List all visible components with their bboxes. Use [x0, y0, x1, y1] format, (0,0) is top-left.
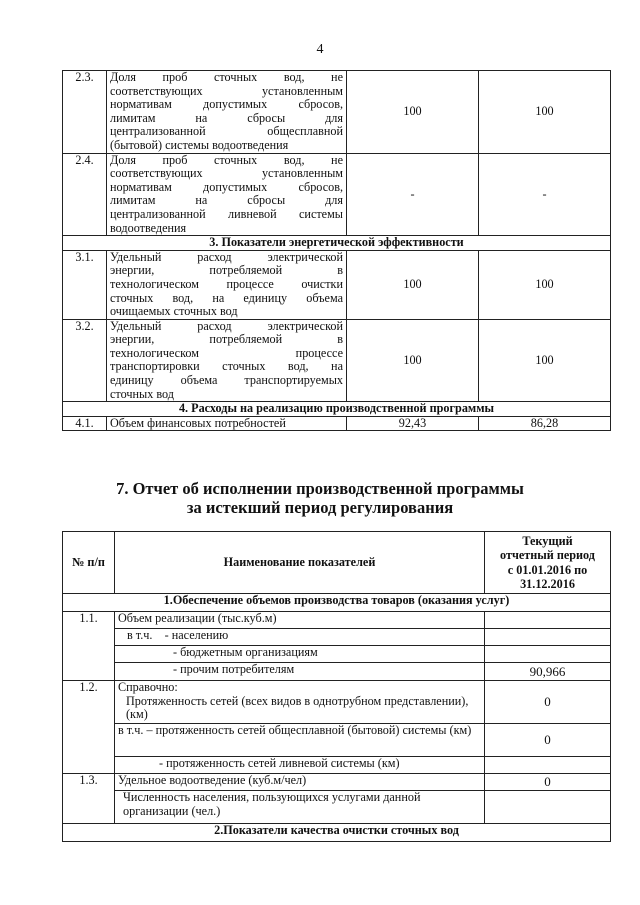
- report-heading-line2: за истекший период регулирования: [186, 498, 454, 517]
- table-row: [63, 774, 611, 791]
- section-title: 4. Расходы на реализацию производственной программы: [63, 402, 611, 417]
- row-value: 90,966: [485, 663, 611, 681]
- row-number: 1.2.: [63, 681, 115, 774]
- header-name: Наименование показателей: [115, 532, 485, 594]
- description-line: энергии, потребляемой в: [110, 263, 343, 278]
- header-num: № п/п: [63, 532, 115, 594]
- value-planned: -: [347, 153, 479, 236]
- description-line: Удельный расход электрической: [110, 249, 343, 264]
- row-number: 3.2.: [63, 319, 107, 402]
- table-row: [63, 757, 611, 774]
- description-line: соответствующих установленным: [110, 166, 343, 181]
- row-label: Численность населения, пользующихся услугами данной организации (чел.): [115, 791, 485, 824]
- value-actual: 86,28: [479, 416, 611, 431]
- description-line: соответствующих установленным: [110, 83, 343, 98]
- table-row: [63, 612, 611, 629]
- table-row: [63, 681, 611, 724]
- row-number: 2.3.: [63, 71, 107, 154]
- row-value: [485, 757, 611, 774]
- section-title: 1.Обеспечение объемов производства товаров (оказания услуг): [63, 594, 611, 612]
- report-table: [62, 531, 611, 842]
- value-actual: 100: [479, 250, 611, 319]
- table-row: [63, 250, 611, 319]
- description-line: единицу объема транспортируемых: [110, 373, 343, 388]
- description-line: транспортировки сточных вод, на: [110, 359, 343, 374]
- value-actual: -: [479, 153, 611, 236]
- description-line: нормативам допустимых сбросов,: [110, 179, 343, 194]
- table-row: [63, 791, 611, 824]
- description-line: технологическом процессе очистки: [110, 276, 343, 291]
- section-row: [63, 594, 611, 612]
- row-number: 4.1.: [63, 416, 107, 431]
- report-heading-line1: 7. Отчет об исполнении производственной программы: [116, 479, 524, 498]
- description-line: водоотведения: [110, 220, 187, 235]
- row-label-text: Справочно:: [118, 680, 178, 694]
- value-actual: 100: [479, 319, 611, 402]
- row-label-text: Протяженность сетей (всех видов в однотрубном представлении), (км): [126, 693, 469, 722]
- description-line: сточных вод, на единицу объема: [110, 290, 343, 305]
- table-row: [63, 646, 611, 663]
- row-description: [107, 153, 347, 236]
- row-label: - протяженность сетей ливневой системы (км): [115, 757, 485, 774]
- table-row: [63, 319, 611, 402]
- table-row: [63, 153, 611, 236]
- table-row: [63, 629, 611, 646]
- report-header-row: [63, 532, 611, 594]
- row-description: [107, 250, 347, 319]
- header-period-line: с 01.01.2016 по: [507, 562, 588, 577]
- table-row: [63, 71, 611, 154]
- row-value: [485, 612, 611, 629]
- section-row: [63, 236, 611, 251]
- row-value: [485, 629, 611, 646]
- section-row: [63, 824, 611, 842]
- description-line: сточных вод: [110, 386, 174, 401]
- section-row: [63, 402, 611, 417]
- value-planned: 100: [347, 319, 479, 402]
- row-label: - бюджетным организациям: [115, 646, 485, 663]
- row-value: [485, 646, 611, 663]
- description-line: Доля проб сточных вод, не: [110, 152, 343, 167]
- description-line: лимитам на сбросы для: [110, 193, 343, 208]
- row-value: 0: [485, 774, 611, 791]
- row-description: [107, 71, 347, 154]
- description-line: централизованной ливневой системы: [110, 206, 343, 221]
- description-line: лимитам на сбросы для: [110, 110, 343, 125]
- table-row: [63, 724, 611, 757]
- row-label: Объем реализации (тыс.куб.м): [115, 612, 485, 629]
- row-number: 2.4.: [63, 153, 107, 236]
- row-value: 0: [485, 681, 611, 724]
- section-title: 2.Показатели качества очистки сточных вод: [63, 824, 611, 842]
- row-label-text: - населению: [164, 628, 229, 642]
- indicators-table-body: [63, 71, 611, 431]
- indicators-table-continued: [62, 70, 611, 431]
- row-description: [107, 319, 347, 402]
- row-number: 3.1.: [63, 250, 107, 319]
- table-row: [63, 416, 611, 431]
- table-row: [63, 663, 611, 681]
- row-label: - прочим потребителям: [115, 663, 485, 681]
- value-actual: 100: [479, 71, 611, 154]
- description-line: очищаемых сточных вод: [110, 304, 238, 319]
- value-planned: 100: [347, 250, 479, 319]
- row-label: в т.ч. – протяженность сетей общесплавной (бытовой) системы (км): [115, 724, 485, 757]
- header-period-line: 31.12.2016: [520, 577, 575, 591]
- header-period: [485, 532, 611, 594]
- description-line: нормативам допустимых сбросов,: [110, 97, 343, 112]
- value-planned: 100: [347, 71, 479, 154]
- row-number: 1.3.: [63, 774, 115, 824]
- description-line: Удельный расход электрической: [110, 318, 343, 333]
- description-line: технологическом процессе: [110, 345, 343, 360]
- description-line: централизованной общесплавной: [110, 124, 343, 139]
- description-line: (бытовой) системы водоотведения: [110, 137, 289, 152]
- header-period-line: Текущий: [522, 533, 573, 548]
- description-line: энергии, потребляемой в: [110, 332, 343, 347]
- row-description: Объем финансовых потребностей: [107, 416, 347, 431]
- row-label: Удельное водоотведение (куб.м/чел): [115, 774, 485, 791]
- description-line: Доля проб сточных вод, не: [110, 70, 343, 84]
- header-period-line: отчетный период: [500, 548, 595, 562]
- row-label: [115, 629, 485, 646]
- page-number: 4: [316, 42, 324, 57]
- row-label-prefix: в т.ч.: [127, 628, 153, 642]
- row-value: [485, 791, 611, 824]
- value-planned: 92,43: [347, 416, 479, 431]
- row-number: 1.1.: [63, 612, 115, 681]
- row-value: 0: [485, 724, 611, 757]
- section-title: 3. Показатели энергетической эффективности: [63, 236, 611, 251]
- row-label: [115, 681, 485, 724]
